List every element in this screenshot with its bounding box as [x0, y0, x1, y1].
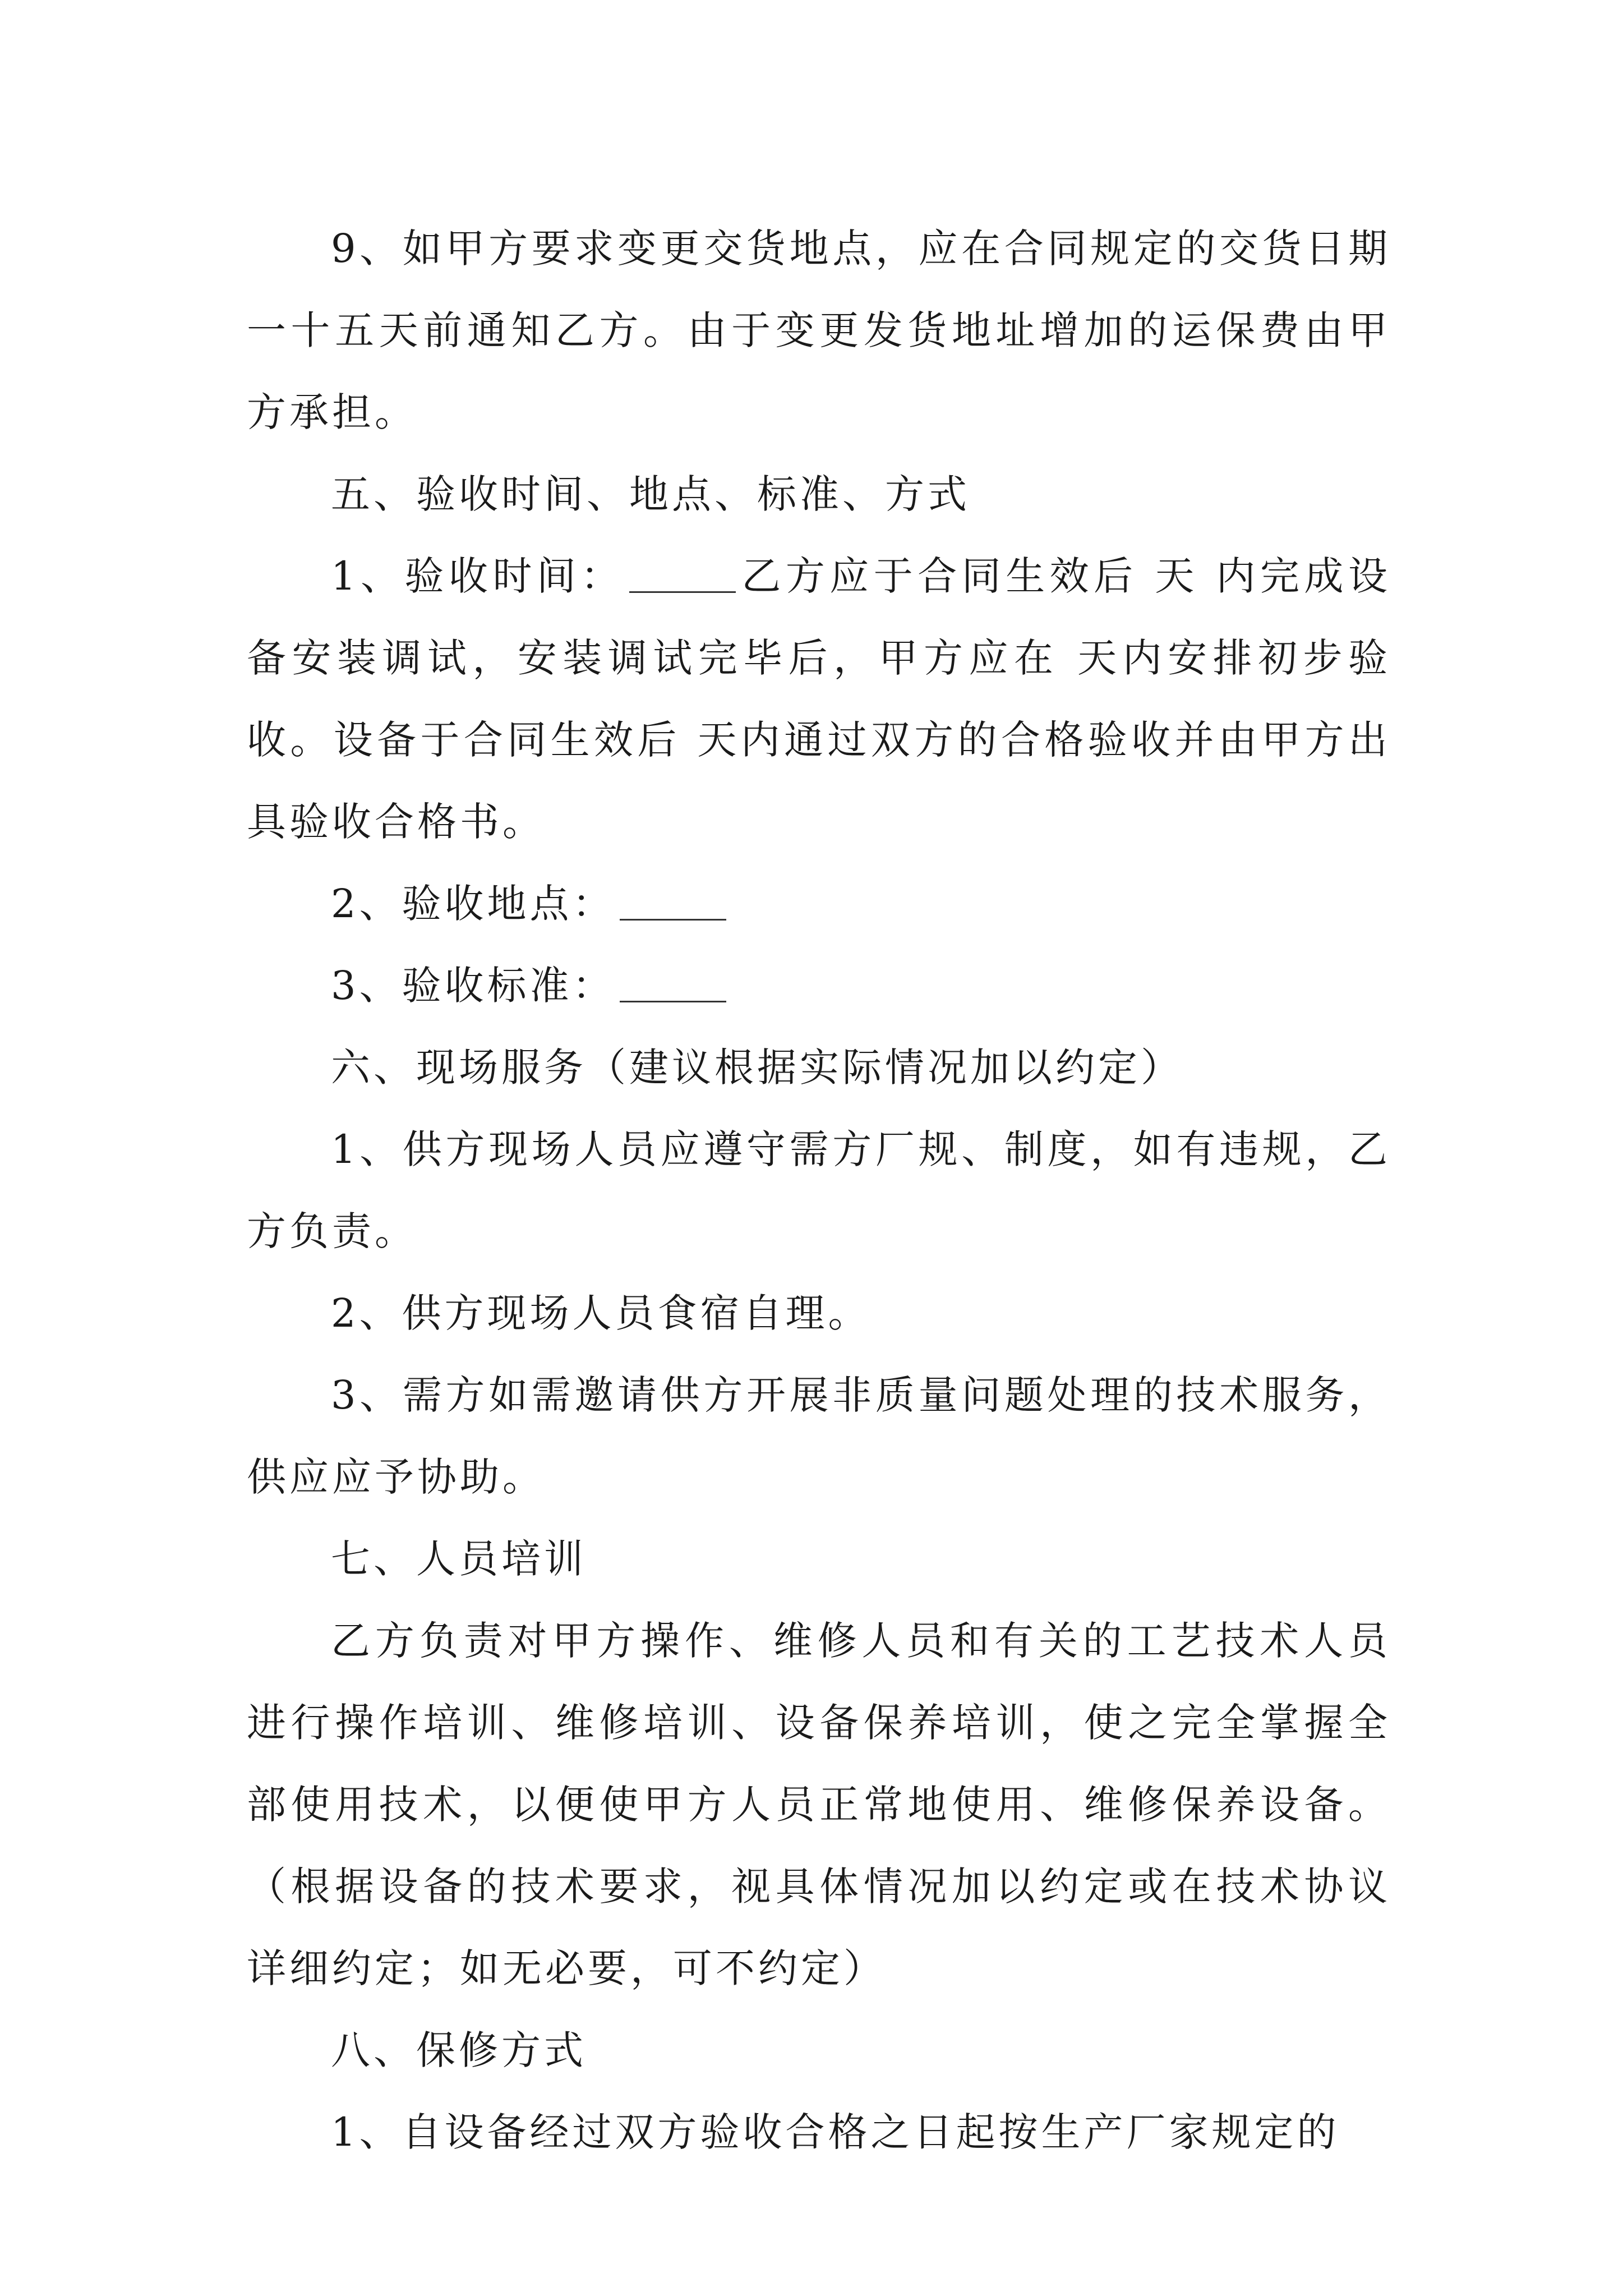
section-heading-text: 六、现场服务（建议根据实际情况加以约定） [331, 1045, 1183, 1091]
section-5-heading [247, 453, 1391, 535]
clause-9-delivery-change [247, 208, 1391, 453]
clause-warranty-start [247, 2091, 1391, 2173]
section-7-heading [247, 1518, 1391, 1600]
clause-text: 2、供方现场人员食宿自理。 [331, 1290, 871, 1336]
clause-text: 1、自设备经过双方验收合格之日起按生产厂家规定的 [331, 2109, 1340, 2155]
clause-acceptance-location [247, 863, 1391, 945]
clause-label: 3、验收标准： [331, 963, 615, 1009]
clause-onsite-rules [247, 1108, 1391, 1272]
clause-acceptance-standard [247, 945, 1391, 1027]
document-body [247, 208, 1391, 2173]
fill-in-blank [620, 880, 726, 921]
clause-acceptance-time [247, 535, 1391, 863]
fill-in-blank [629, 552, 736, 593]
clause-text: 乙方应于合同生效后 天 内完成设备安装调试，安装调试完毕后，甲方应在 天内安排初步验收。设备于合同生效后 天内通过双方的合格验收并由甲方出具验收合格书。 [247, 553, 1391, 845]
section-8-heading [247, 2009, 1391, 2091]
clause-text: 9、如甲方要求变更交货地点，应在合同规定的交货日期一十五天前通知乙方。由于变更发货地址增加的运保费由甲方承担。 [247, 226, 1391, 435]
clause-technical-service [247, 1354, 1391, 1518]
clause-text: 1、供方现场人员应遵守需方厂规、制度，如有违规，乙方负责。 [247, 1126, 1391, 1254]
section-heading-text: 五、验收时间、地点、标准、方式 [331, 471, 970, 517]
clause-label: 1、验收时间： [331, 553, 625, 599]
clause-label: 2、验收地点： [331, 881, 615, 927]
section-6-heading [247, 1027, 1391, 1108]
section-heading-text: 七、人员培训 [331, 1536, 587, 1582]
clause-onsite-lodging [247, 1272, 1391, 1354]
clause-text: 3、需方如需邀请供方开展非质量问题处理的技术服务，供应应予协助。 [247, 1372, 1391, 1500]
clause-training [247, 1600, 1391, 2009]
clause-text: 乙方负责对甲方操作、维修人员和有关的工艺技术人员进行操作培训、维修培训、设备保养培训，使之完全掌握全部使用技术，以便使甲方人员正常地使用、维修保养设备。（根据设备的技术要求，视具体情况加以约定或在技术协议详细约定；如无必要，可不约定） [247, 1618, 1391, 1991]
section-heading-text: 八、保修方式 [331, 2027, 587, 2073]
fill-in-blank [620, 961, 726, 1002]
